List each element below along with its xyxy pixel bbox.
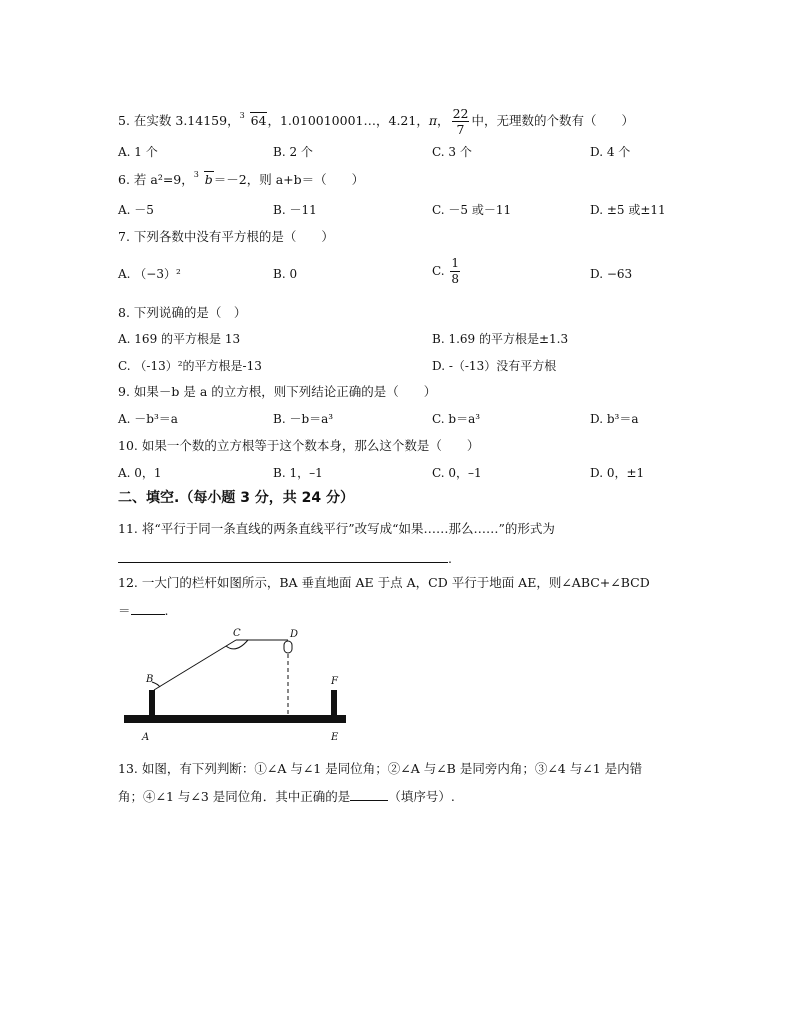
cube-root-64	[240, 113, 268, 129]
question-10-stem: 10. 如果一个数的立方根等于这个数本身，那么这个数是（ ）	[118, 438, 480, 453]
q8-option-a[interactable]: A. 169 的平方根是 13	[118, 332, 241, 346]
q12-equals: ＝	[118, 603, 131, 618]
q9-option-d[interactable]: D. b³＝a	[590, 412, 639, 426]
q11-end-period: .	[448, 551, 452, 566]
q6-option-d[interactable]: D. ±5 或±11	[590, 203, 666, 217]
q10-option-a[interactable]: A. 0，1	[118, 466, 162, 480]
hook-d	[284, 641, 292, 653]
question-8-stem: 8. 下列说确的是（ ）	[118, 305, 247, 320]
question-5-stem	[118, 106, 634, 137]
q6-option-c[interactable]: C. －5 或－11	[432, 203, 512, 217]
q8-option-b[interactable]: B. 1.69 的平方根是±1.3	[432, 332, 569, 346]
frac-denominator: 8	[451, 272, 460, 286]
fraction-1-8	[450, 256, 460, 287]
cube-root-b	[194, 172, 214, 188]
q5-option-d[interactable]: D. 4 个	[590, 145, 631, 159]
q7-option-c[interactable]	[432, 256, 462, 287]
q13-prefix: 角；④∠1 与∠3 是同位角．其中正确的是	[118, 789, 351, 804]
q5-option-a[interactable]: A. 1 个	[118, 145, 158, 159]
cbrt-radicand: b	[204, 172, 213, 187]
q12-end-period: .	[164, 603, 169, 618]
q8-option-d[interactable]: D. -（-13）没有平方根	[432, 359, 557, 373]
label-c: C	[233, 628, 241, 639]
frac-numerator: 22	[452, 106, 469, 121]
q11-answer-blank[interactable]	[118, 550, 452, 567]
label-d: D	[290, 629, 299, 640]
q6-option-b[interactable]: B. －11	[273, 203, 317, 217]
frac-denominator: 7	[456, 122, 465, 137]
q10-option-c[interactable]: C. 0，–1	[432, 466, 482, 480]
q5-comma: ，	[437, 113, 450, 128]
q10-option-d[interactable]: D. 0，±1	[590, 466, 645, 480]
q5-suffix: 中，无理数的个数有（ ）	[471, 113, 634, 128]
cbrt-index: 3	[239, 111, 245, 120]
q7-option-d[interactable]: D. −63	[590, 267, 633, 281]
q7-option-c-label: C.	[432, 264, 449, 278]
q9-option-b[interactable]: B. －b＝a³	[273, 412, 334, 426]
q5-middle: ，1.010010001…，4.21，	[267, 113, 429, 128]
section-2-heading: 二、填空.（每小题 3 分，共 24 分）	[118, 490, 355, 506]
q13-suffix: （填序号）.	[388, 789, 455, 804]
question-9-stem: 9. 如果－b 是 a 的立方根，则下列结论正确的是（ ）	[118, 384, 437, 399]
q12-answer-line	[118, 602, 169, 619]
question-12-stem: 12. 一大门的栏杆如图所示，BA 垂直地面 AE 于点 A，CD 平行于地面 AE，则∠ABC+∠BCD	[118, 575, 650, 590]
q6-prefix: 6. 若 a²=9，	[118, 172, 194, 187]
frac-numerator: 1	[451, 256, 460, 270]
label-f: F	[331, 676, 338, 687]
label-a: A	[142, 732, 150, 743]
answer-blank-line[interactable]	[350, 788, 388, 801]
q6-suffix: ＝－2，则 a+b＝（ ）	[213, 172, 365, 187]
fraction-22-7	[452, 106, 470, 137]
q9-option-c[interactable]: C. b＝a³	[432, 412, 481, 426]
question-13-line-1: 13. 如图，有下列判断：①∠A 与∠1 是同位角；②∠A 与∠B 是同旁内角；③∠4 与∠1 是内错	[118, 761, 643, 776]
pi-symbol: π	[428, 113, 438, 128]
q8-option-c[interactable]: C. （-13）²的平方根是-13	[118, 359, 262, 373]
question-6-stem	[118, 172, 364, 188]
cbrt-index: 3	[193, 170, 199, 179]
q6-option-a[interactable]: A. －5	[118, 203, 154, 217]
q10-option-b[interactable]: B. 1，–1	[273, 466, 323, 480]
q5-prefix: 5. 在实数 3.14159，	[118, 113, 240, 128]
q9-option-a[interactable]: A. －b³＝a	[118, 412, 178, 426]
q5-option-b[interactable]: B. 2 个	[273, 145, 313, 159]
answer-blank-line[interactable]	[131, 602, 165, 615]
gate-railing-figure	[118, 624, 358, 750]
question-13-line-2	[118, 788, 455, 805]
q7-option-a[interactable]: A. （−3）²	[118, 267, 181, 281]
q7-option-b[interactable]: B. 0	[273, 267, 298, 281]
label-e: E	[331, 732, 339, 743]
q5-option-c[interactable]: C. 3 个	[432, 145, 472, 159]
question-7-stem: 7. 下列各数中没有平方根的是（ ）	[118, 229, 334, 244]
label-b: B	[146, 674, 154, 685]
question-11-stem: 11. 将“平行于同一条直线的两条直线平行”改写成“如果……那么……”的形式为	[118, 521, 555, 536]
railing-bc	[154, 640, 236, 690]
cbrt-radicand: 64	[250, 113, 267, 128]
post-ba	[149, 690, 155, 717]
ground-ae	[124, 715, 346, 723]
answer-blank-line[interactable]	[118, 550, 448, 563]
post-fe	[331, 690, 337, 717]
